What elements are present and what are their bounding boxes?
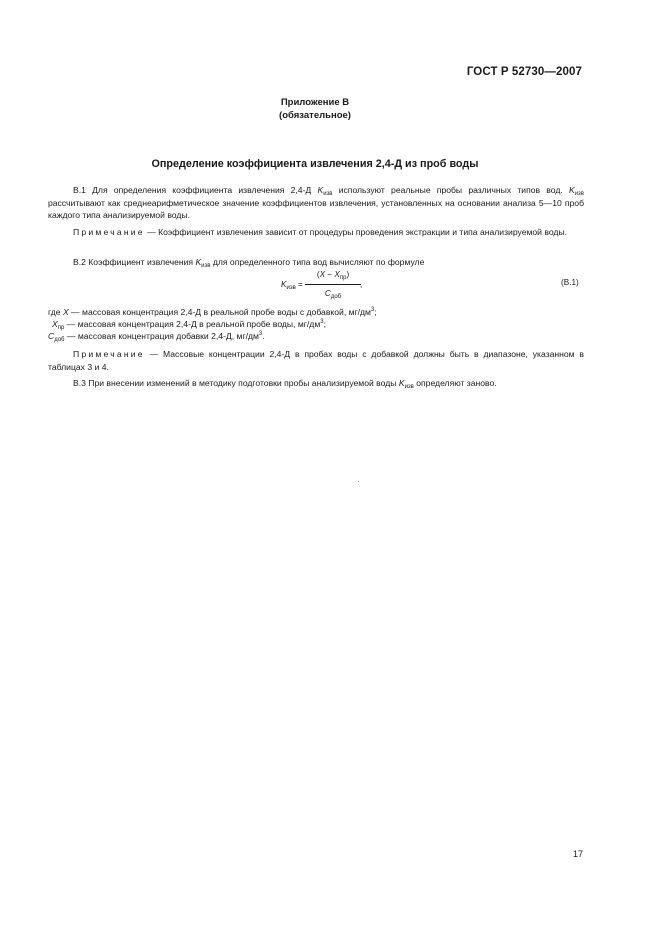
definition-end: ; bbox=[374, 307, 377, 317]
formula-comma: , bbox=[360, 280, 363, 289]
k-subscript: изв bbox=[404, 384, 414, 390]
note-text: — Коэффициент извлечения зависит от процедуры проведения экстракции и типа анализируемой воды. bbox=[144, 227, 568, 237]
b2-text-1: В.2 Коэффициент извлечения bbox=[73, 257, 196, 267]
definition-text: — массовая концентрация 2,4-Д в реальной пробе воды с добавкой, мг/дм bbox=[68, 307, 371, 317]
k-subscript: изв bbox=[201, 263, 211, 269]
k-symbol: K bbox=[317, 185, 324, 195]
definition-xpr bbox=[52, 318, 326, 331]
numerator-close-paren: ) bbox=[346, 270, 350, 279]
numerator-xpr: X bbox=[334, 270, 340, 279]
definition-cdob bbox=[48, 330, 265, 343]
formula-fraction bbox=[305, 270, 361, 298]
appendix-status: (обязательное) bbox=[279, 110, 351, 121]
definition-subscript: доб bbox=[54, 337, 65, 343]
note-text: — Массовые концентрации 2,4-Д в пробах воды с добавкой должны быть в диапазоне, указанном в таблицах 3 и 4. bbox=[48, 349, 584, 372]
formula-lhs-symbol: K bbox=[281, 280, 287, 289]
definition-end: . bbox=[262, 331, 265, 341]
definition-x bbox=[48, 306, 377, 319]
appendix-title: Приложение В bbox=[280, 97, 350, 108]
formula-number: (В.1) bbox=[561, 278, 579, 287]
b3-text-2: определяют заново. bbox=[413, 378, 497, 388]
paragraph-b1 bbox=[48, 184, 584, 222]
note-label: Примечание bbox=[73, 227, 145, 237]
k-symbol: K bbox=[398, 378, 405, 388]
numerator-open-paren: ( bbox=[316, 270, 320, 279]
definition-symbol: X bbox=[52, 319, 58, 329]
definition-symbol: X bbox=[62, 307, 69, 317]
definition-unit-exponent: 3 bbox=[320, 319, 324, 325]
formula-numerator bbox=[305, 270, 361, 282]
denominator-subscript: доб bbox=[330, 294, 342, 300]
numerator-minus: − bbox=[325, 270, 335, 279]
k-symbol: K bbox=[568, 185, 575, 195]
formula-lhs bbox=[281, 280, 303, 289]
definition-unit-exponent: 3 bbox=[258, 331, 263, 337]
formula-denominator bbox=[305, 289, 361, 298]
b2-text-2: для определенного типа вод вычисляют по формуле bbox=[210, 257, 425, 267]
note-label: Примечание bbox=[73, 349, 145, 359]
scan-speck bbox=[358, 481, 359, 482]
standard-code: ГОСТ Р 52730—2007 bbox=[466, 66, 582, 78]
definition-subscript: пр bbox=[57, 325, 65, 331]
k-subscript: изв bbox=[323, 191, 333, 197]
b1-text-1: В.1 Для определения коэффициента извлечения 2,4-Д bbox=[73, 185, 318, 195]
note-1 bbox=[48, 226, 584, 239]
definition-end: ; bbox=[323, 319, 326, 329]
formula-equals: = bbox=[295, 280, 303, 289]
k-symbol: K bbox=[195, 257, 202, 267]
k-subscript: изв bbox=[574, 191, 584, 197]
definition-symbol: C bbox=[48, 331, 55, 341]
b3-text-1: В.3 При внесении изменений в методику подготовки пробы анализируемой воды bbox=[73, 378, 399, 388]
paragraph-b2 bbox=[48, 256, 584, 269]
formula-lhs-subscript: изв bbox=[286, 285, 296, 291]
fraction-bar bbox=[305, 284, 361, 285]
note-2 bbox=[48, 348, 584, 373]
section-heading: Определение коэффициента извлечения 2,4-Д из проб воды bbox=[151, 158, 479, 170]
definition-text: — массовая концентрация добавки 2,4-Д, мг/дм bbox=[64, 331, 259, 341]
numerator-x: X bbox=[319, 270, 326, 279]
paragraph-b3 bbox=[48, 377, 584, 390]
denominator-symbol: C bbox=[324, 289, 331, 298]
definition-text: — массовая концентрация 2,4-Д в реальной пробе воды, мг/дм bbox=[64, 319, 321, 329]
b1-text-2: используют реальные пробы различных типов вод. bbox=[332, 185, 569, 195]
definition-unit-exponent: 3 bbox=[370, 307, 375, 313]
numerator-xpr-subscript: пр bbox=[339, 275, 347, 281]
definition-prefix: где bbox=[48, 307, 63, 317]
formula-b1 bbox=[0, 268, 661, 304]
page-number: 17 bbox=[573, 849, 584, 859]
b1-text-3: рассчитывают как среднеарифметическое значение коэффициентов извлечения, установленных на основании анализа 5—10 проб каждого типа анализируемой воды. bbox=[48, 197, 584, 221]
